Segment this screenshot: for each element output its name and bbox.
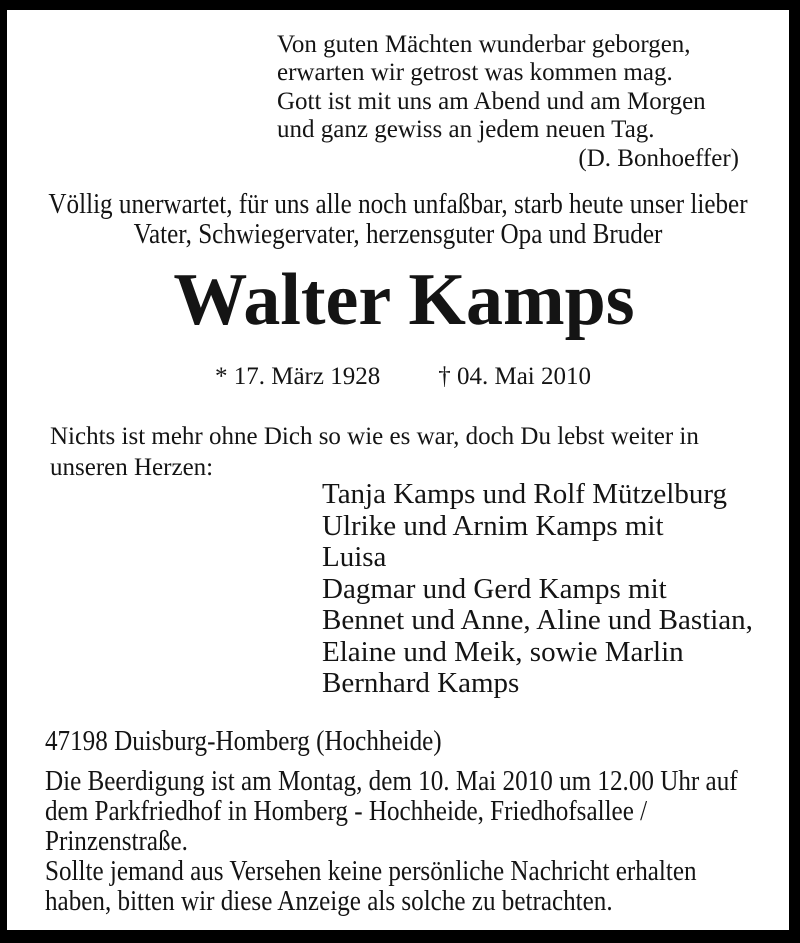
birth-date: * 17. März 1928 (214, 363, 381, 390)
death-date: † 04. Mai 2010 (438, 363, 592, 390)
funeral-line: Prinzenstraße. (45, 825, 188, 857)
mourner-line: Tanja Kamps und Rolf Mützelburg (322, 478, 727, 510)
closing-note-line: haben, bitten wir diese Anzeige als solche zu betrachten. (45, 885, 613, 917)
funeral-details (45, 766, 738, 856)
deceased-name: Walter Kamps (173, 259, 635, 341)
funeral-information (45, 766, 738, 916)
poem-line: Von guten Mächten wunderbar geborgen, (277, 31, 691, 58)
poem-line: Gott ist mit uns am Abend und am Morgen (277, 87, 706, 115)
mourner-line: Ulrike und Arnim Kamps mit (322, 509, 664, 542)
mourner-line: Elaine und Meik, sowie Marlin (322, 635, 684, 668)
poem-line: und ganz gewiss an jedem neuen Tag. (277, 116, 655, 144)
mourner-line: Luisa (322, 541, 387, 573)
closing-note-line: Sollte jemand aus Versehen keine persönliche Nachricht erhalten (45, 855, 697, 887)
funeral-line: Die Beerdigung ist am Montag, dem 10. Mai 2010 um 12.00 Uhr auf (45, 765, 738, 797)
announcement-line: Völlig unerwartet, für uns alle noch unfaßbar, starb heute unser lieber (48, 188, 748, 220)
tribute-line: unseren Herzen: (50, 453, 214, 481)
mourner-line: Bernhard Kamps (322, 667, 520, 699)
tribute-text (50, 422, 699, 483)
address-line: 47198 Duisburg-Homberg (Hochheide) (45, 725, 442, 757)
poem-attribution: (D. Bonhoeffer) (578, 144, 739, 172)
death-announcement (7, 190, 790, 249)
poem-line: erwarten wir getrost was kommen mag. (277, 59, 673, 87)
mourner-line: Dagmar und Gerd Kamps mit (322, 572, 667, 605)
mourner-line: Bennet und Anne, Aline und Bastian, (322, 604, 753, 636)
obituary-card (7, 10, 789, 930)
tribute-line: Nichts ist mehr ohne Dich so wie es war, doch Du lebst weiter in (50, 423, 699, 450)
announcement-line: Vater, Schwiegervater, herzensguter Opa und Bruder (133, 217, 663, 250)
closing-note (45, 856, 738, 916)
memorial-poem (277, 31, 739, 173)
mourners-list (322, 479, 753, 700)
funeral-line: dem Parkfriedhof in Homberg - Hochheide, Friedhofsallee / (45, 795, 648, 827)
life-dates (7, 363, 789, 391)
